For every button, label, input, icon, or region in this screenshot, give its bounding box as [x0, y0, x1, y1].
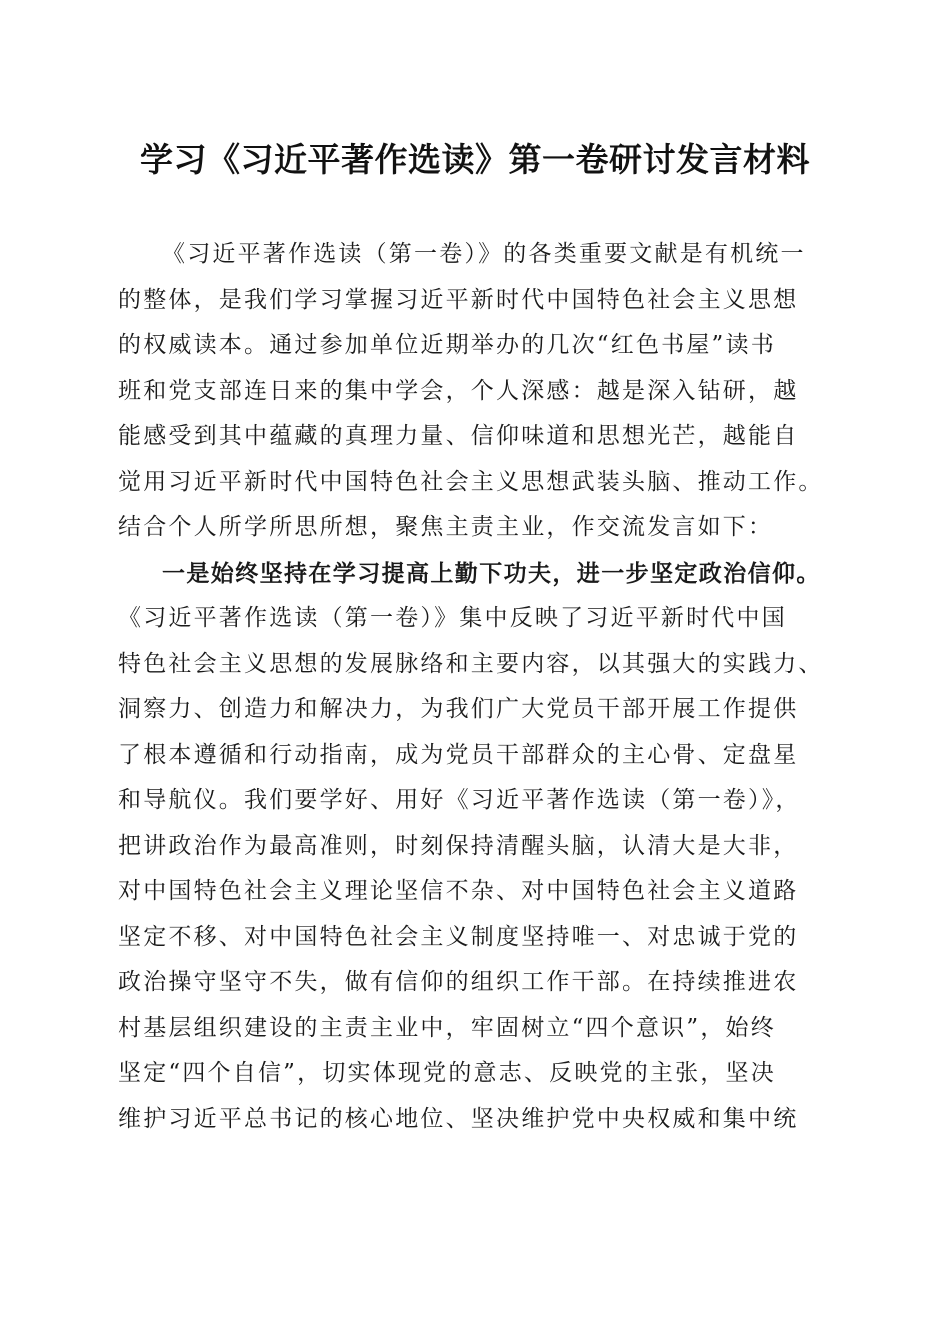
document-body: [118, 232, 838, 1142]
paragraph-2-line-1: 《习近平著作选读（第一卷）》集中反映了习近平新时代中国: [118, 605, 787, 631]
paragraph-2-line-4: 了根本遵循和行动指南，成为党员干部群众的主心骨、定盘星: [118, 741, 799, 768]
paragraph-1-line-2: 的整体，是我们学习掌握习近平新时代中国特色社会主义思想: [118, 286, 799, 313]
paragraph-1-line-3: 的权威读本。通过参加单位近期举办的几次“红色书屋”读书: [118, 332, 776, 358]
paragraph-2-line-5: 和导航仪。我们要学好、用好《习近平著作选读（第一卷）》，: [118, 787, 801, 813]
paragraph-1-line-7: 结合个人所学所思所想，聚焦主责主业，作交流发言如下：: [118, 514, 774, 540]
paragraph-2-line-6: 把讲政治作为最高准则，时刻保持清醒头脑，认清大是大非，: [118, 832, 799, 859]
paragraph-2-line-9: 政治操守坚守不失，做有信仰的组织工作干部。在持续推进农: [118, 969, 799, 995]
paragraph-2-line-10: 村基层组织建设的主责主业中，牢固树立“四个意识”，始终: [118, 1014, 776, 1041]
paragraph-1-line-5: 能感受到其中蕴藏的真理力量、信仰味道和思想光芒，越能自: [118, 423, 799, 449]
paragraph-2-line-8: 坚定不移、对中国特色社会主义制度坚持唯一、对忠诚于党的: [118, 923, 799, 950]
paragraph-1-line-4: 班和党支部连日来的集中学会，个人深感：越是深入钻研，越: [118, 377, 799, 404]
section-heading-1: 一是始终坚持在学习提高上勤下功夫，进一步坚定政治信仰。: [162, 559, 821, 587]
paragraph-2-line-2: 特色社会主义思想的发展脉络和主要内容，以其强大的实践力、: [118, 650, 824, 677]
paragraph-1-line-1: 《习近平著作选读（第一卷）》的各类重要文献是有机统一: [162, 241, 806, 267]
paragraph-2-line-11: 坚定“四个自信”，切实体现党的意志、反映党的主张，坚决: [118, 1060, 776, 1086]
paragraph-2-line-7: 对中国特色社会主义理论坚信不杂、对中国特色社会主义道路: [118, 878, 799, 904]
paragraph-2-line-3: 洞察力、创造力和解决力，为我们广大党员干部开展工作提供: [118, 696, 799, 722]
paragraph-2-line-12: 维护习近平总书记的核心地位、坚决维护党中央权威和集中统: [118, 1105, 799, 1132]
document-title: 学习《习近平著作选读》第一卷研讨发言材料: [140, 140, 810, 179]
paragraph-1-line-6: 觉用习近平新时代中国特色社会主义思想武装头脑、推动工作。: [118, 468, 824, 495]
